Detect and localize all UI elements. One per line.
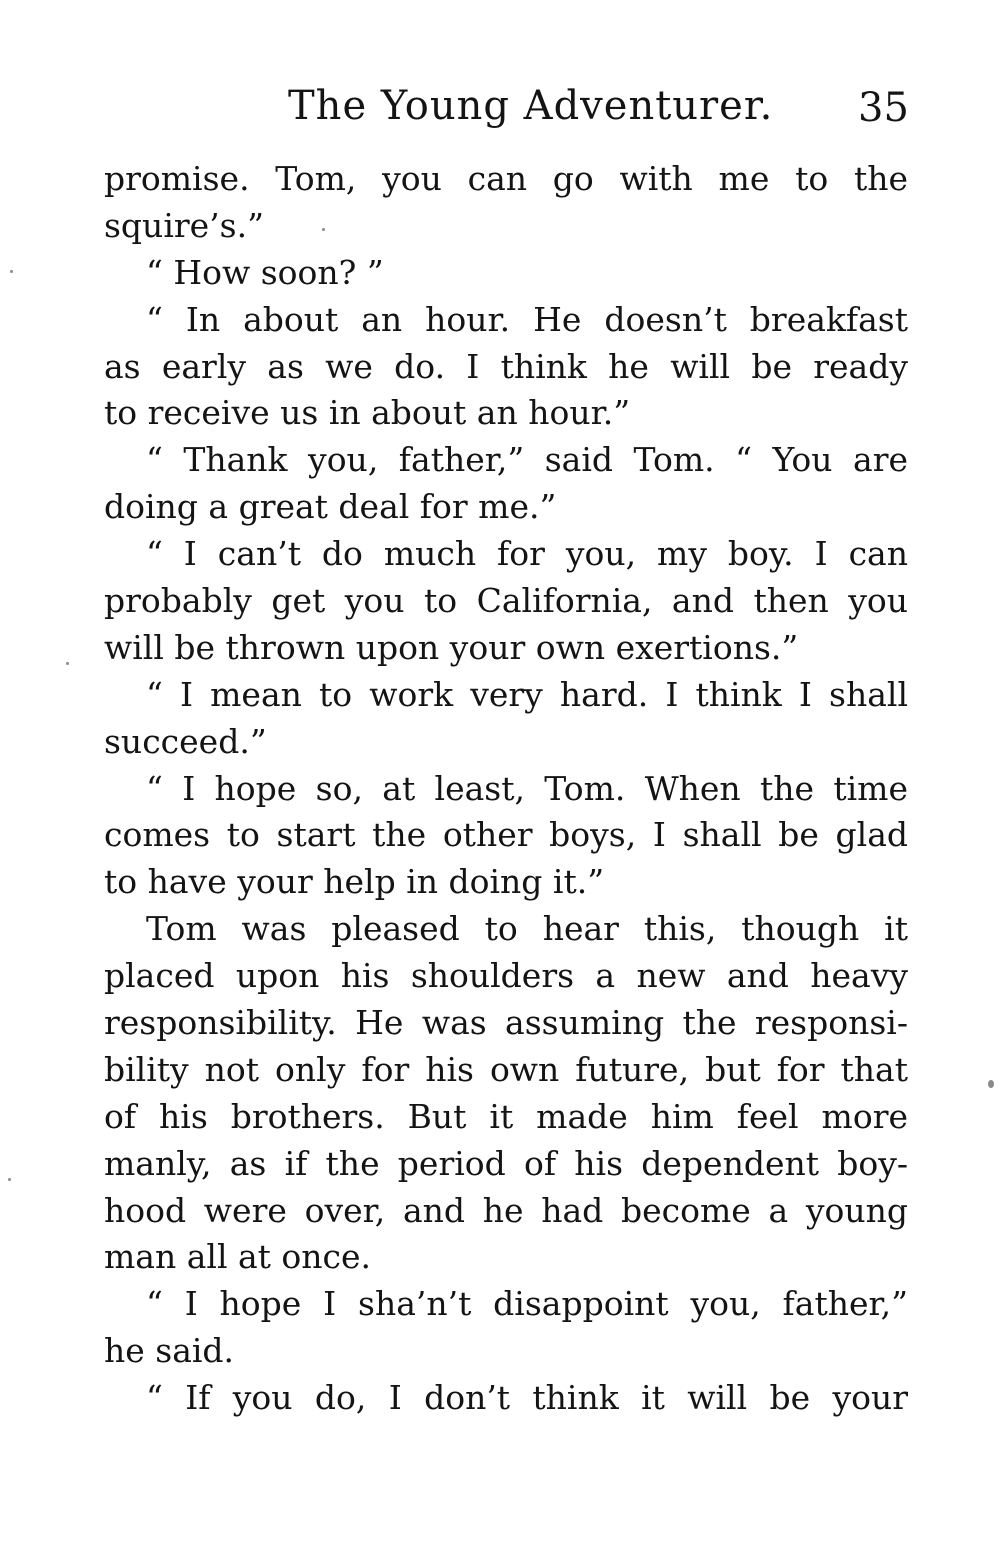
scan-speck	[66, 662, 69, 665]
text-line: to receive us in about an hour.”	[104, 393, 631, 433]
text-line: squire’s.”	[104, 205, 264, 245]
text-line: “ I mean to work very hard. I think I shall	[146, 674, 908, 714]
text-line: “ I hope so, at least, Tom. When the time	[146, 768, 908, 808]
text-line: “ I hope I sha’n’t disappoint you, father,”	[146, 1284, 908, 1324]
text-line: responsibility. He was assuming the responsi-	[104, 1003, 908, 1043]
text-line: “ In about an hour. He doesn’t breakfast	[146, 299, 908, 339]
running-head-title: The Young Adventurer.	[288, 83, 774, 129]
text-line: comes to start the other boys, I shall be glad	[104, 815, 908, 855]
text-line: man all at once.	[104, 1237, 372, 1277]
text-line: will be thrown upon your own exertions.”	[104, 627, 799, 667]
text-line: “ If you do, I don’t think it will be your	[146, 1378, 908, 1418]
text-line: “ Thank you, father,” said Tom. “ You are	[146, 440, 908, 480]
text-line: Tom was pleased to hear this, though it	[146, 909, 908, 949]
scan-speck	[988, 1080, 994, 1088]
text-line: bility not only for his own future, but for that	[104, 1049, 908, 1089]
text-line: manly, as if the period of his dependent boy-	[104, 1143, 908, 1183]
text-line: doing a great deal for me.”	[104, 487, 557, 527]
text-line: promise. Tom, you can go with me to the	[104, 159, 908, 198]
text-line: he said.	[104, 1331, 235, 1371]
text-line: to have your help in doing it.”	[104, 862, 605, 902]
scan-speck	[10, 270, 13, 273]
text-line: hood were over, and he had become a young	[104, 1190, 908, 1230]
text-line: as early as we do. I think he will be ready	[104, 346, 908, 386]
text-line: placed upon his shoulders a new and heavy	[104, 956, 908, 996]
text-line: succeed.”	[104, 721, 267, 761]
scan-speck	[322, 228, 325, 231]
text-line: of his brothers. But it made him feel more	[104, 1096, 908, 1136]
page-number: 35	[858, 85, 909, 131]
body-text	[104, 156, 908, 1422]
text-line: “ How soon? ”	[146, 252, 384, 292]
text-line: probably get you to California, and then you	[104, 581, 908, 621]
text-line: “ I can’t do much for you, my boy. I can	[146, 534, 908, 574]
scan-speck	[8, 1178, 11, 1181]
